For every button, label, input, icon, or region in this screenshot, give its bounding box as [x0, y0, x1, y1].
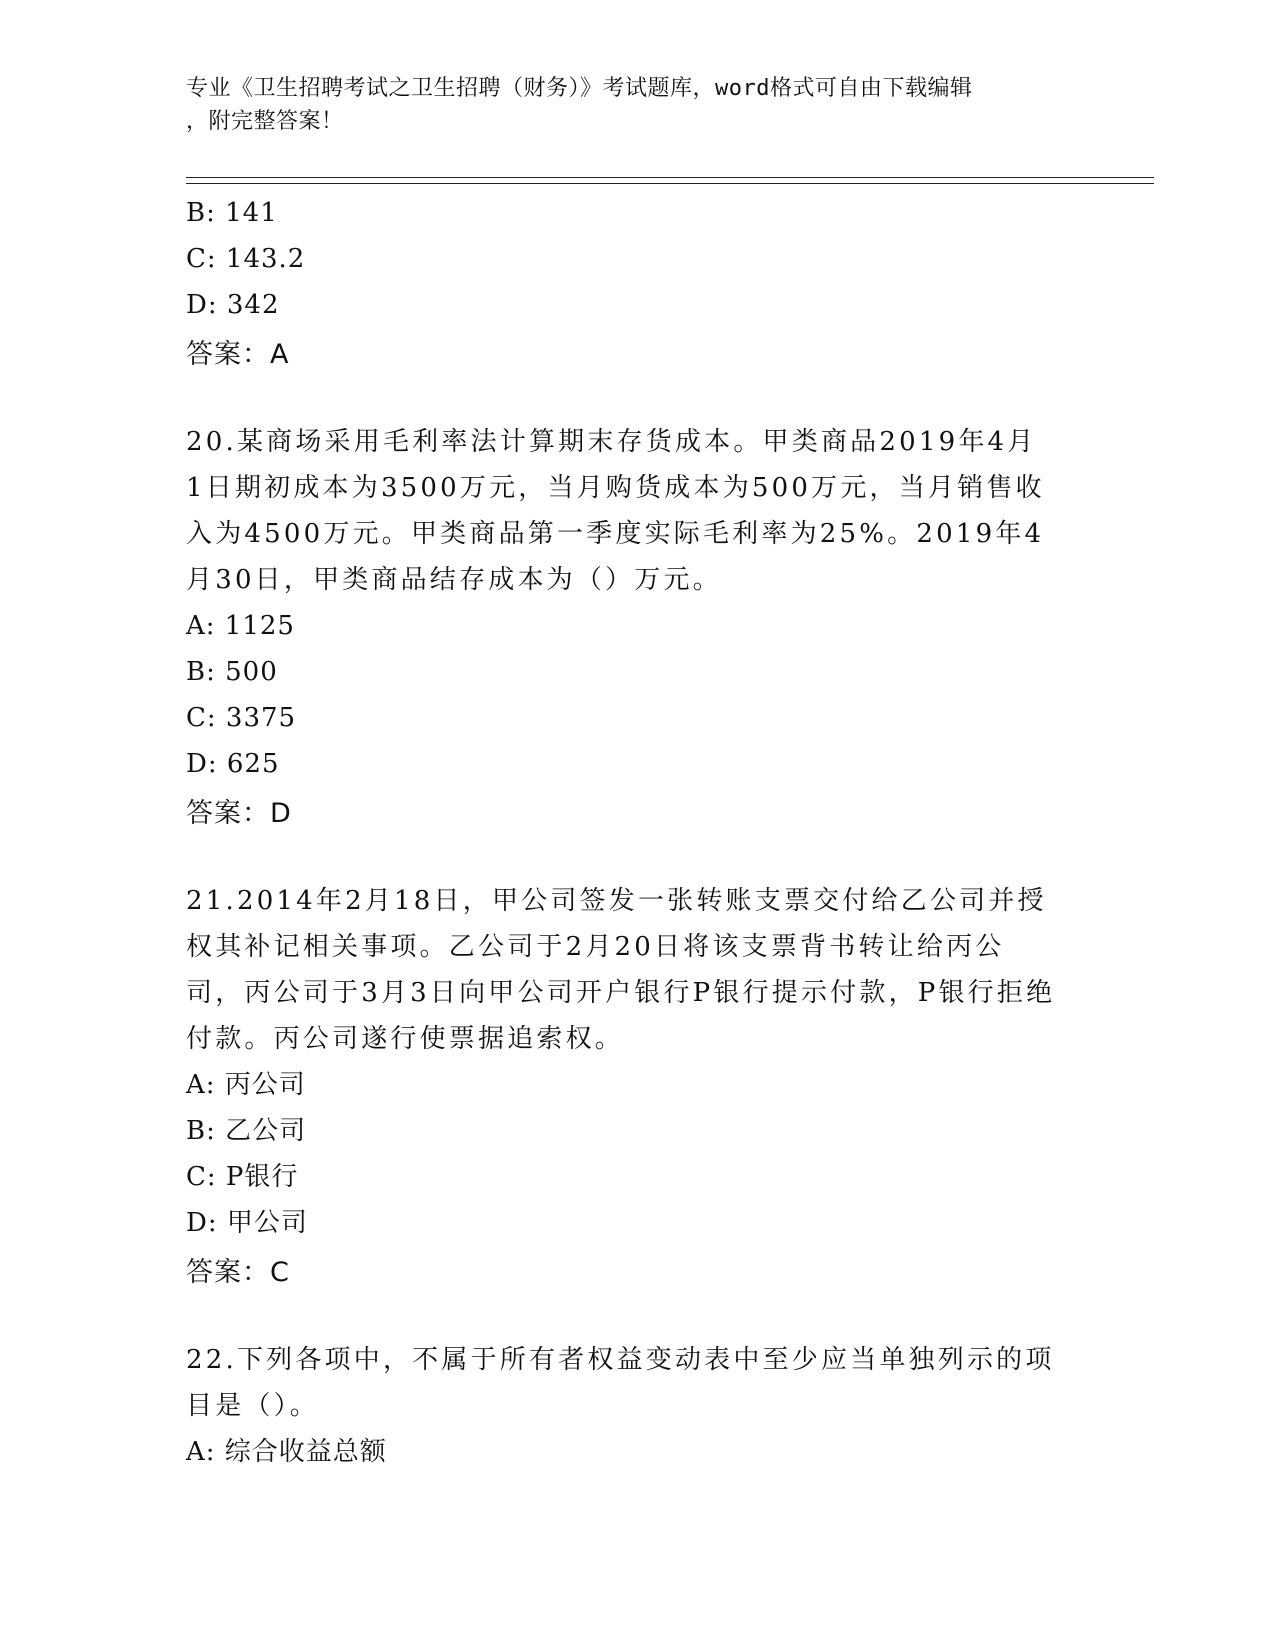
- question-21: [186, 878, 1086, 1292]
- option-b: B: 乙公司: [186, 1116, 307, 1146]
- header-line-2: ，附完整答案！: [186, 109, 344, 134]
- option-a: A: 1125: [186, 611, 295, 641]
- spacer: [186, 374, 1086, 419]
- question-list: [186, 190, 1086, 1475]
- answer: 答案：D: [186, 797, 292, 829]
- question-stem: 22.下列各项中，不属于所有者权益变动表中至少应当单独列示的项目是（）。: [186, 1345, 1055, 1421]
- spacer: [186, 1292, 1086, 1337]
- spacer: [186, 833, 1086, 878]
- question-stem: 21.2014年2月18日，甲公司签发一张转账支票交付给乙公司并授权其补记相关事项。乙公司于2月20日将该支票背书转让给丙公司，丙公司于3月3日向甲公司开户银行P银行提示付款，P银行拒绝付款。丙公司遂行使票据追索权。: [186, 886, 1056, 1054]
- question-19-tail: [186, 190, 1086, 374]
- option-a: A: 丙公司: [186, 1070, 306, 1100]
- header-rule-bottom: [186, 183, 1154, 184]
- answer: 答案：C: [186, 1256, 290, 1288]
- question-20: [186, 419, 1086, 833]
- header-line-1: 专业《卫生招聘考试之卫生招聘（财务）》考试题库，word格式可自由下载编辑: [186, 76, 973, 101]
- option-d: D: 625: [186, 749, 280, 779]
- option-c: C: P银行: [186, 1162, 299, 1192]
- option-c: C: 3375: [186, 703, 297, 733]
- question-stem: 20.某商场采用毛利率法计算期末存货成本。甲类商品2019年4月1日期初成本为3500万元，当月购货成本为500万元，当月销售收入为4500万元。甲类商品第一季度实际毛利率为25%。2019年4月30日，甲类商品结存成本为（）万元。: [186, 427, 1045, 595]
- document-header: [186, 72, 1066, 138]
- answer: 答案：A: [186, 338, 290, 370]
- header-rule-top: [186, 177, 1154, 178]
- option-c: C: 143.2: [186, 244, 306, 274]
- option-b: B: 141: [186, 198, 278, 228]
- option-d: D: 甲公司: [186, 1208, 308, 1238]
- question-22: [186, 1337, 1086, 1475]
- option-b: B: 500: [186, 657, 278, 687]
- option-a: A: 综合收益总额: [186, 1437, 387, 1467]
- option-d: D: 342: [186, 290, 280, 320]
